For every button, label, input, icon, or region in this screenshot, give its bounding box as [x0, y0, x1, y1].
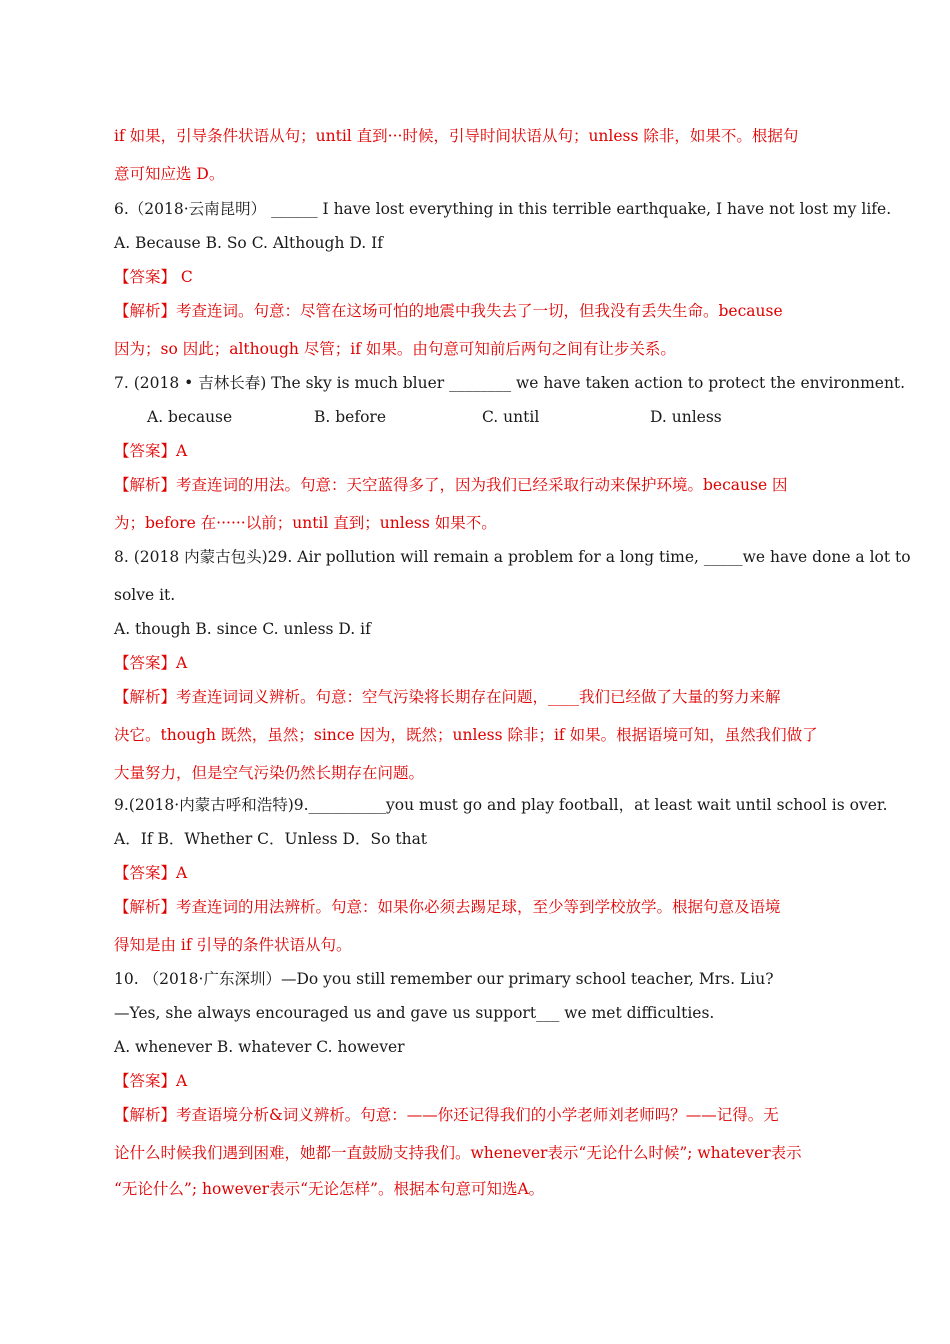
- text-line-l30: 论什么时候我们遇到困难，她都一直鼓励支持我们。whenever表示“无论什么时候”; whatever表示: [114, 1144, 802, 1162]
- text-line-l10: 【答案】A: [114, 442, 188, 460]
- q7-option-3: D. unless: [650, 408, 722, 426]
- text-line-l17: 【解析】考查连词词义辨析。句意：空气污染将长期存在问题，____我们已经做了大量的努力来解: [114, 688, 781, 706]
- text-line-l08: 7. (2018 • 吉林长春) The sky is much bluer ________ we have taken action to protect the environment.: [114, 374, 906, 392]
- text-line-l04: A. Because B. So C. Although D. If: [114, 234, 383, 252]
- text-line-l29: 【解析】考查语境分析&词义辨析。句意：——你还记得我们的小学老师刘老师吗？——记得。无: [114, 1106, 779, 1124]
- text-line-l20: 9.(2018·内蒙古呼和浩特)9.__________you must go and play football，at least wait until school is over.: [114, 796, 888, 814]
- text-line-l06: 【解析】考查连词。句意：尽管在这场可怕的地震中我失去了一切，但我没有丢失生命。because: [114, 302, 783, 320]
- text-line-l25: 10. （2018·广东深圳）—Do you still remember our primary school teacher, Mrs. Liu?: [114, 970, 774, 988]
- q7-option-0: A. because: [147, 408, 233, 426]
- text-line-l22: 【答案】A: [114, 864, 188, 882]
- text-line-l24: 得知是由 if 引导的条件状语从句。: [114, 936, 352, 954]
- text-line-l15: A. though B. since C. unless D. if: [114, 620, 371, 638]
- q7-option-1: B. before: [314, 408, 386, 426]
- text-line-l07: 因为；so 因此；although 尽管；if 如果。由句意可知前后两句之间有让步关系。: [114, 340, 676, 358]
- text-line-l12: 为；before 在······以前；until 直到；unless 如果不。: [114, 514, 497, 532]
- text-line-l11: 【解析】考查连词的用法。句意：天空蓝得多了，因为我们已经采取行动来保护环境。because 因: [114, 476, 788, 494]
- text-line-l19: 大量努力，但是空气污染仍然长期存在问题。: [114, 764, 425, 782]
- text-line-l23: 【解析】考查连词的用法辨析。句意：如果你必须去踢足球，至少等到学校放学。根据句意及语境: [114, 898, 781, 916]
- text-line-l03: 6.（2018·云南昆明） ______ I have lost everything in this terrible earthquake, I have not lost my life.: [114, 200, 892, 218]
- text-line-l28: 【答案】A: [114, 1072, 188, 1090]
- text-line-l26: —Yes, she always encouraged us and gave us support___ we met difficulties.: [114, 1004, 715, 1022]
- text-line-l16: 【答案】A: [114, 654, 188, 672]
- text-line-l14: solve it.: [114, 586, 176, 604]
- text-line-l31: “无论什么”; however表示“无论怎样”。根据本句意可知选A。: [114, 1180, 545, 1198]
- text-line-l02: 意可知应选 D。: [114, 165, 225, 183]
- text-line-l01: if 如果，引导条件状语从句；until 直到···时候，引导时间状语从句；unless 除非，如果不。根据句: [114, 127, 799, 145]
- text-line-l21: A．If B．Whether C．Unless D．So that: [114, 830, 428, 848]
- text-line-l05: 【答案】 C: [114, 268, 193, 286]
- text-line-l27: A. whenever B. whatever C. however: [114, 1038, 405, 1056]
- text-line-l18: 决它。though 既然，虽然；since 因为，既然；unless 除非；if 如果。根据语境可知，虽然我们做了: [114, 726, 818, 744]
- q7-option-2: C. until: [482, 408, 540, 426]
- text-line-l13: 8. (2018 内蒙古包头)29. Air pollution will remain a problem for a long time, _____we have done a lot to: [114, 548, 911, 566]
